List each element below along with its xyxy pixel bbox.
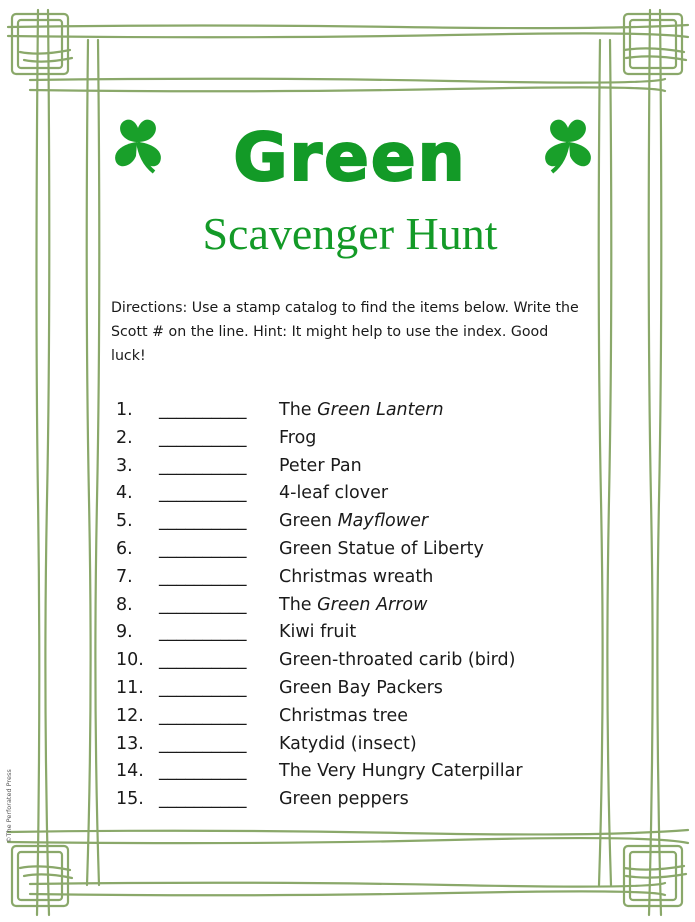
item-label <box>279 567 433 587</box>
item-text: Green Statue of Liberty <box>279 538 484 559</box>
item-label <box>279 456 362 476</box>
item-number: 13. <box>116 733 144 754</box>
item-text: The <box>279 400 318 420</box>
answer-blank[interactable]: __________ <box>159 650 247 671</box>
item-number: 3. <box>116 455 133 476</box>
answer-blank[interactable]: __________ <box>159 455 247 476</box>
item-text: Green peppers <box>279 789 409 810</box>
list-item <box>112 620 582 648</box>
item-number: 6. <box>116 538 133 559</box>
item-text: The Very Hungry Caterpillar <box>279 761 523 782</box>
answer-blank[interactable]: __________ <box>159 511 247 532</box>
item-label <box>279 734 417 754</box>
item-label <box>279 706 408 726</box>
answer-blank[interactable]: __________ <box>159 622 247 643</box>
page-title: Green <box>233 119 467 196</box>
item-text: Kiwi fruit <box>279 622 357 643</box>
answer-blank[interactable]: __________ <box>159 400 247 420</box>
directions-text: Directions: Use a stamp catalog to find the items below. Write the Scott # on the line. Hint: It might help to use the index. Good luck! <box>111 300 579 364</box>
answer-blank[interactable]: __________ <box>159 705 247 726</box>
item-text: Christmas tree <box>279 705 409 726</box>
item-label <box>279 650 516 670</box>
list-item <box>112 759 582 787</box>
list-item <box>112 398 582 426</box>
list-item <box>112 648 582 676</box>
item-number: 11. <box>116 677 144 698</box>
item-text: Green Bay Packers <box>279 677 443 698</box>
item-number: 1. <box>116 400 133 420</box>
item-text: Green-throated carib (bird) <box>279 650 516 671</box>
list-item <box>112 565 582 593</box>
item-label <box>279 511 428 531</box>
item-number: 14. <box>116 761 144 782</box>
item-label <box>279 789 409 809</box>
list-item <box>112 732 582 760</box>
item-number: 4. <box>116 483 133 504</box>
item-label <box>279 622 356 642</box>
item-number: 2. <box>116 427 133 448</box>
item-text: Peter Pan <box>279 455 362 476</box>
answer-blank[interactable]: __________ <box>159 427 247 448</box>
item-number: 9. <box>116 622 133 643</box>
list-item <box>112 787 582 815</box>
item-label <box>279 428 316 448</box>
answer-blank[interactable]: __________ <box>159 483 247 504</box>
item-italic-text: Mayflower <box>337 511 429 532</box>
answer-blank[interactable]: __________ <box>159 789 247 810</box>
list-item <box>112 676 582 704</box>
item-text: Christmas wreath <box>279 566 434 587</box>
item-number: 12. <box>116 705 144 726</box>
page-subtitle: Scavenger Hunt <box>202 208 498 259</box>
item-number: 8. <box>116 594 133 615</box>
list-item <box>112 509 582 537</box>
answer-blank[interactable]: __________ <box>159 594 247 615</box>
item-label <box>279 400 444 420</box>
item-italic-text: Green Arrow <box>317 594 428 615</box>
answer-blank[interactable]: __________ <box>159 566 247 587</box>
list-item <box>112 454 582 482</box>
item-number: 7. <box>116 566 133 587</box>
item-label <box>279 483 388 503</box>
item-text: Katydid (insect) <box>279 733 417 754</box>
item-number: 10. <box>116 650 144 671</box>
item-label <box>279 595 427 615</box>
list-item <box>112 426 582 454</box>
answer-blank[interactable]: __________ <box>159 538 247 559</box>
answer-blank[interactable]: __________ <box>159 761 247 782</box>
item-text: Frog <box>279 427 317 448</box>
item-text: 4-leaf clover <box>279 483 389 504</box>
item-number: 15. <box>116 789 144 810</box>
list-item <box>112 537 582 565</box>
item-text: Green <box>279 511 338 532</box>
answer-blank[interactable]: __________ <box>159 677 247 698</box>
copyright-credit: ©The Perforated Press <box>5 769 13 843</box>
scavenger-list <box>112 398 582 815</box>
list-item <box>112 704 582 732</box>
item-label <box>279 539 484 559</box>
item-number: 5. <box>116 511 133 532</box>
list-item <box>112 593 582 621</box>
answer-blank[interactable]: __________ <box>159 733 247 754</box>
list-item <box>112 481 582 509</box>
item-label <box>279 761 523 781</box>
item-label <box>279 678 443 698</box>
item-text: The <box>279 594 318 615</box>
item-italic-text: Green Lantern <box>317 400 444 420</box>
